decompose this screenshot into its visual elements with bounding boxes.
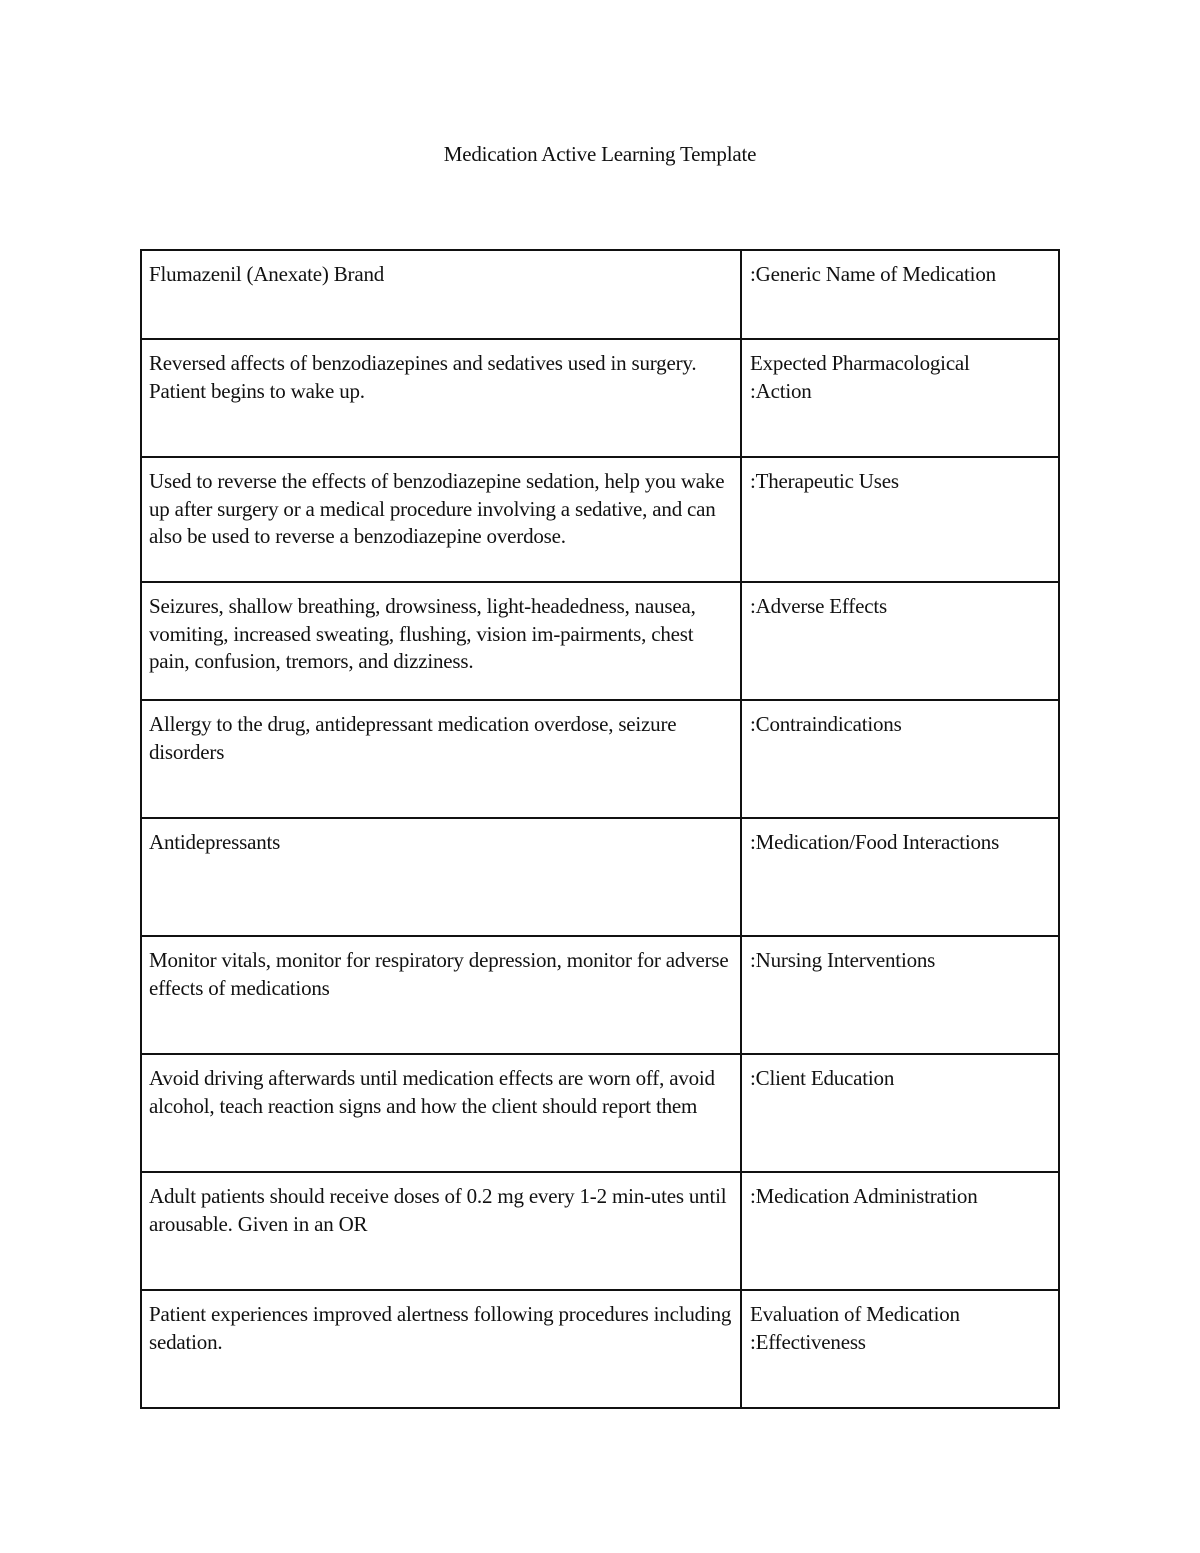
value-cell: Antidepressants: [141, 818, 741, 936]
value-cell: Avoid driving afterwards until medication effects are worn off, avoid alcohol, teach reaction signs and how the client should report them: [141, 1054, 741, 1172]
label-cell: :Generic Name of Medication: [741, 250, 1059, 339]
table-row: [141, 818, 1059, 936]
value-cell: Reversed affects of benzodiazepines and sedatives used in surgery. Patient begins to wake up.: [141, 339, 741, 457]
table-row: [141, 457, 1059, 582]
label-cell: :Medication Administration: [741, 1172, 1059, 1290]
value-cell: Adult patients should receive doses of 0.2 mg every 1-2 min-utes until arousable. Given in an OR: [141, 1172, 741, 1290]
table-row: [141, 1172, 1059, 1290]
label-cell: :Nursing Interventions: [741, 936, 1059, 1054]
table-row: [141, 1290, 1059, 1408]
value-cell: Monitor vitals, monitor for respiratory depression, monitor for adverse effects of medications: [141, 936, 741, 1054]
value-cell: Used to reverse the effects of benzodiazepine sedation, help you wake up after surgery or a medical procedure involving a sedative, and can also be used to reverse a benzodiazepine overdose.: [141, 457, 741, 582]
value-cell: Flumazenil (Anexate) Brand: [141, 250, 741, 339]
table-row: [141, 582, 1059, 700]
medication-template-table: [140, 249, 1060, 1409]
label-cell: :Therapeutic Uses: [741, 457, 1059, 582]
label-cell: :Adverse Effects: [741, 582, 1059, 700]
table-row: [141, 1054, 1059, 1172]
label-cell: Expected Pharmacological :Action: [741, 339, 1059, 457]
table-row: [141, 936, 1059, 1054]
label-cell: :Medication/Food Interactions: [741, 818, 1059, 936]
value-cell: Allergy to the drug, antidepressant medication overdose, seizure disorders: [141, 700, 741, 818]
label-cell: :Client Education: [741, 1054, 1059, 1172]
table-row: [141, 250, 1059, 339]
page-title: Medication Active Learning Template: [443, 142, 757, 166]
value-cell: Seizures, shallow breathing, drowsiness, light-headedness, nausea, vomiting, increased sweating, flushing, vision im-pairments, chest pain, confusion, tremors, and dizziness.: [141, 582, 741, 700]
table-row: [141, 700, 1059, 818]
label-cell: Evaluation of Medication :Effectiveness: [741, 1290, 1059, 1408]
label-cell: :Contraindications: [741, 700, 1059, 818]
value-cell: Patient experiences improved alertness following procedures including sedation.: [141, 1290, 741, 1408]
table-row: [141, 339, 1059, 457]
